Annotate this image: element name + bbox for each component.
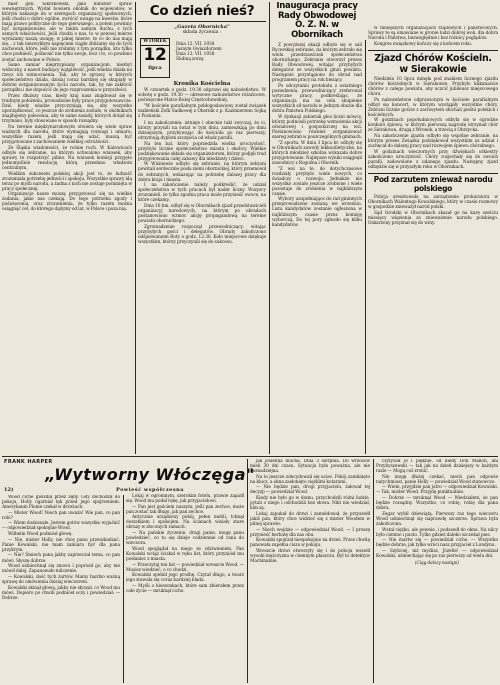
paragraph: Wstał ciężko, ale pewnie, i podszedł do okna. Na ulicy było ciemno i pusto. Tylko gdzieś daleko szczekał pies.	[376, 527, 498, 538]
paragraph: "W kościele parafialnym pobłogosławiony został związek małżeński Zofii Sadkowej z Obornik z p. Kazimierzem Sojką z Poznania.	[138, 103, 266, 119]
paragraph: Wood uśmiechnął się znowu i poprosił go, aby nie mówił dalej. Zapanowało milczenie.	[2, 564, 120, 575]
paragraph: Dnia 10 bm. odbył się w Obornikach zjazd przedstawicieli organizacyj narodowych, na którym po obradach postanowiono wzmóc akcję propagandową na terenie powiatu obornickiego.	[138, 204, 266, 225]
month-label: lipca	[148, 65, 162, 71]
paragraph: — Szybciej, niż myślisz, Józefie! — odpowiedział Kowalski, uśmiechając się po raz pierwszy od wielu dni.	[376, 548, 498, 559]
column-divider	[135, 2, 136, 454]
paragraph: Organizacje nasze muszą przygotować się na wielkie zadania, jakie nas czekają. Do tego potrzeba zgody i poświęcenia, oraz zrozumienia, że tylko razem można osiągnąć cel, do którego dążymy od lat, w Polsce i poza nią.	[2, 192, 132, 213]
novel-column-3	[250, 459, 370, 683]
paragraph: mier gen. Sikorkowski, jako minister spraw wewnętrznych. Wydał bowiem okólnik do wojewodów, w którym nakazuje im w szeregach organizacyj społecznych, jeśli chodzi o dobro ogólne, zwrócić uwagę na kwestie, które mają prawo polityczne do tego pierwszego, a potem powinny być zorganizowane, ale w takim samym duchu, z tych samych właściwości. Jeśli chodzi o nas, to w pewnej mierze wyrażamy naszą uwagę; w jakiej mierze, te co do nas mają się... z tak niezwykłym napięciem ciągle zbliżamy się do tych zachowań, które, jeśli nie zrobimy z tym porządku, kto tylko chce podnieść, podnosić nie tylko swoje, lecz i to, co powinno zostać zachowane w Polsce.	[2, 2, 132, 63]
paragraph: Na terenie międzynarodowym otwiera się wiele spraw ważnych dla narodu, które wymagają rozwagi i umiaru; wszystkie razem, jeśli mają się udać, muszą być przygotowane z zachowaniem wielkiej ostrożności.	[2, 124, 132, 146]
inauguracja-headline: Inauguracja pracy Rady Obwodowej O. Z. N. w Obornikach	[276, 2, 358, 40]
paragraph: Wilhelm Wood podniósł głowę.	[8, 532, 73, 538]
author-name: FRANK HARPER	[4, 459, 53, 465]
paragraph: Policja aresztowała na zarządzenie prokuratora w Obornikach Walentego Kowalskiego, który w czasie rozmowy w gospodzie znieważył naród polski.	[368, 195, 498, 211]
date-line: Jasnym Gwiazdorzem	[176, 47, 222, 53]
novel-column-1	[2, 495, 120, 683]
paragraph: I na zakończenie: istnieje i obecnie taki zwyczaj, że ci, którzy przyszli na świat w tym dniu, zamieszkają po dniu dzisiejszym, przybywając do kościoła po raz pierwszy, otrzymują dyplom szczęścia od władz parafii.	[138, 120, 266, 142]
paper-sub: składa życzenia :	[182, 30, 222, 35]
paragraph: W dyskusji zabierali głos liczni mówcy, którzy podnosili potrzebę wzmożenia akcji oświatowej i gospodarczej na wsi. Postanowiono również zorganizować szereg zebrań w poszczególnych gminach.	[272, 114, 362, 141]
continued-note: (Ciąg dalszy nastąpi)	[414, 561, 460, 567]
zjazd-subheadline: w Sierakowie	[399, 63, 467, 75]
paragraph: — Nie będzie pan, drogi przyjacielu, żałował tej decyzji — powiedział Wood.	[250, 485, 370, 496]
paragraph: Kowalski skinął głową, jakby nie słyszał, co Wood mu mówi. Dopiero po chwili podniósł oczy i powiedział: — Dobrze.	[2, 585, 120, 601]
paragraph: Lokaj zapukał do drzwi i zameldował, że przyszedł jakiś pan, który chce widzieć się z mister Woodem w pilnej sprawie.	[250, 511, 370, 527]
column-divider	[365, 40, 366, 454]
column-divider	[123, 495, 124, 683]
date-line: Dnia 13. VII. 1938	[176, 52, 215, 58]
right-text	[272, 43, 362, 228]
paragraph: — Niech wejdzie — odpowiedział Wood. — I proszę przynieść herbatę dla nas obu.	[250, 527, 370, 538]
paragraph: — Na pańskie życzenie, drogi panie, mogę panu powiedzieć, co tu się dzieje codziennie od rana do wieczora.	[126, 531, 244, 547]
paragraph: Zegar wybił dziewiątą. Pierwszy raz tego wieczoru Wood uśmiechnął się naprawdę szczerze. Sprawa była zakończona.	[376, 511, 498, 527]
paragraph: Niedziela 10 lipca minęła pod znakiem licznego zjazdu chórów kościelnych w Sierakowie. Przybyło kilkanaście chórów z całego powiatu, aby uczcić jubileusz miejscowego chóru.	[368, 76, 498, 97]
paragraph: Po odczytaniu protokołu z ostatniego posiedzenia, przewodniczący zreferował wytyczne pracy, podkreślając, że organizacja ma na celu skupienie wszystkich sił narodu w jednym obozie dla dobra Państwa Polskiego.	[272, 83, 362, 115]
paragraph: Wood ciche gwizdał przez zęby. Gdy dochodził do pokoju, Holly ogarniał lęk przed jego spojrzeniem. Amerykanin Plonie czekał w drzwiach.	[2, 495, 120, 511]
middle-text	[138, 88, 266, 119]
paragraph: Kowalski spojrzał niespokojnie na drzwi. Przez chwilę panowała zupełna cisza w pokoju.	[250, 538, 370, 549]
paragraph: — Nie martw się — powiedział cicho. — Wszystko będzie dobrze, jak tylko wróci nasz przyjaciel z Londynu.	[376, 538, 498, 549]
paragraph: — Przeczytaj ten list — powiedział wreszcie Wood. — Musisz wiedzieć, o co chodzi.	[126, 562, 244, 573]
zarzut-headline: Pod zarzutem znieważ narodu polskiego	[373, 175, 493, 193]
section-title: Kronika Kościelna	[173, 81, 231, 87]
zarzut-text	[368, 195, 498, 226]
paragraph: Wybory uzupełniające do rad gminnych przeprowadzone zostaną we wrześniu. Lista kandydatów zostanie ogłoszona w najbliższym czasie przez komisję wyborczą. Do tej pory zgłosiło się kilku kandydatów.	[272, 197, 362, 228]
paragraph: Wreszcie drzwi otworzyły się i do pokoju wszedł wysoki mężczyzna w ciemnym płaszczu. Był to detektyw Machinalnie.	[250, 548, 370, 565]
paragraph: — Nie? Śmiech pana jakby zaprzeczał temu, co pan mówi. Słyszę dobrze.	[2, 553, 120, 564]
paragraph: Nie mogę dłużej czekać, niech pan odpowie natychmiast, panie Holly — powiedział Wood stanowczo.	[376, 474, 498, 485]
paragraph: Lokaj w ogromnym, szerokim fotelu, prawie zapadł się. Wood mu podał rękę, jak przyjacielowi.	[126, 494, 244, 505]
paragraph: czytywał je i pięknie, od kiedy Don Mallon, ani Przybyszewski — tak jak na dzień dzisiejszy w każdym razie — Mogą coś zrobić.	[376, 459, 498, 475]
zjazd-headline: Zjazd Chórów Kościeln.	[374, 52, 492, 64]
paragraph: jak jesienna mucha. Dnia 3 sierpnia. Do wrzosów mieli 30 dni czasu. Sytuacja była poważna, ale nie beznadziejna.	[250, 459, 370, 475]
paragraph: "Z wsi na te, do dotychczasowe rozdziały przybyło wiele nowych, co świadczy o rozwoju. Jednakże nie wszystko zostało jeszcze zrobione i wiele pozostaje do zrobienia w najbliższym czasie.	[272, 166, 362, 197]
section-divider	[2, 456, 498, 457]
paragraph: Zgromadzenie rozpoczął przewodniczący, witając przybyłych gości i delegatów. Obrady zakończono odśpiewaniem Roty o godz. 12.30. Koło miejscowe dziękuje wszystkim, którzy przyczynili się do sukcesu.	[138, 224, 266, 245]
day-label: WTOREK	[141, 39, 169, 46]
right-column	[272, 2, 362, 454]
paragraph: Antycznie urządzony pokój, pełen mebli, tchnął dostatkiem i spokojem. Na ścianach wisiały stare obrazy w złoconych ramach.	[126, 515, 244, 531]
paragraph: "Z sportu. W dniu 3 lipca br. odbyły się w Obornikach zawody lekkoatletyczne, na których młodzież szkolna wykazała dobre przygotowanie. Najlepsze wyniki osiągnęli zawodnicy z Rogoźna i Obornik.	[272, 140, 362, 166]
column-divider	[269, 2, 270, 454]
paragraph: Na ten bal, który poprzedziła wielka uroczystość, przybyło licznie społeczeństwo miasta i okolicy. Wielkie podziękowanie składa się organizatorom, którzy podjęli trud przygotowania całej zabawy dla młodzieży i dzieci.	[138, 141, 266, 162]
paragraph: I na zakończenie należy podkreślić, że udział społeczeństwa w tych pracach był nader liczny. Wszyscy zrozumieli, że tylko zgodna praca może przynieść owoce, na które czekamy.	[138, 183, 266, 204]
paragraph: w mniejszych organizacjach rządowych i państwowych. Sprawy te są omawiane w gronie ludzi dobrej woli, dla dobra Narodu i Państwa, bezwzględnie i bez różnicy poglądów.	[368, 26, 498, 42]
paragraph: Sąd Grodzki w Obornikach skazał go na karę sześciu miesięcy więzienia za znieważenie narodu polskiego. Oskarżony przyznał się do winy.	[368, 210, 498, 226]
paragraph: Kongres związkowy kończy się z końcem roku.	[374, 41, 473, 47]
paragraph: — Kowalski, dość tych żartów. Mamy bardzo ważną sprawę do omówienia dzisiaj wieczorem.	[2, 574, 120, 585]
paragraph: Po nabożeństwie odprawionym w kościele parafialnym odbył się koncert, w którym wystąpiły wszystkie chóry. Zebrani licznie goście z zachwytem słuchali pieśni polskich i kościelnych.	[368, 97, 498, 118]
paragraph: Wood spoglądał na niego ze zdziwieniem. Pan Kowalski wciąż ściskał w ręku list, który przyniósł mu posłaniec z miasta.	[126, 546, 244, 562]
paragraph: Kowalski spełnił jego prośbę. Czytał długo, a twarz jego stawała się coraz bardziej blada.	[126, 573, 244, 584]
paragraph: Przez dłuższy czas, kiedy kraj nasz znajdował się w trudnym położeniu, prowadzone były prace przygotowawcze. Dziś, kiedy władze przyczyniają się, aby wszystko uporządkować, co jeszcze do zrobienia zostało, w okólnikach znajdujemy polecenia, aby te same zasady, których dotąd się trzymano, były stosowane w sposób rozsądny.	[2, 94, 132, 125]
novel-subtitle: Powieść współczesna	[115, 487, 185, 493]
paragraph: Kiedy nie było go w domu, przychodzili różni ludzie, pytali o niego i odchodzili bez słowa. Nikt nie wiedział, kim są.	[250, 496, 370, 512]
paragraph: Samo zamiar nieprzypisany organizacjom, niezbyt widoczny, a nawet budzący wątpliwość, jeśli władza działa na rzecz ich wzmocnienia. Tak, aby te sprawy, w których społeczeństwo działa, dzisiaj coraz bardziej się skupiały w dobrze zorganizowanym życiu narodu, tak, by nie zakłócić porządku i nie dopuścić do jego rozproszenia w przyszłości.	[2, 63, 132, 94]
co-dzien-headline: Co dzień nieś?	[149, 3, 255, 19]
paragraph: Na zakończenie zjazdu odbyło się wspólne zebranie, na którym prezes Związku podziękował wszystkim za udział i zachęcał do dalszej pracy nad rozwojem śpiewu chóralnego.	[368, 134, 498, 150]
middle-text-lower	[138, 121, 266, 245]
paragraph: — Nie, mister Holly, nie chcę panu przeszkadzać. Panie Kowalski, nie mam zamiaru być dla pana przykrym.	[2, 537, 120, 553]
paragraph: W Wiśniewie odbyło się zebranie, na którym zebrani powitali serdecznie posła ziemi obornickiej, który przemówił do zebranych, wskazując na potrzebę dalszej pracy dla dobra kraju i miasta.	[138, 162, 266, 183]
paragraph: W czwartek o godz. 19.30 odprawi się nabożeństwo. W sobotę o godz. 19.30 — okresowe nabożeństwo różańcowe, poświęcone Matce Bożej Częstochowskiej.	[138, 88, 266, 104]
far-right-column	[368, 26, 498, 454]
paper-name: „Gazeta Obornicka"	[174, 24, 230, 30]
installment-number: 12)	[4, 487, 14, 493]
novel-column-2	[126, 466, 244, 683]
paragraph: — Wiem, przyjdzie pan jutro — odpowiedział Kowalski. — Tak, mister Wood. Przyjdę punktualnie.	[376, 485, 498, 496]
date-block	[138, 38, 266, 80]
paragraph: — Pan jest gościem naszym; jeśli pan zechce, może pan zostać tak długo, jak pan zechce.	[126, 504, 244, 515]
paragraph: — Myśli o kieszonkach, które sam zbierałem przez całe życie — mruknął cicho.	[126, 583, 244, 594]
top-left-column	[2, 2, 132, 452]
paragraph: — Wiem doskonale. Jestem gotów wszystko wyjaśnić — odpowiedział spokojnie Wood.	[2, 521, 120, 532]
date-line: Dnia 12. VII. 1938	[176, 42, 215, 47]
zjazd-text	[368, 77, 498, 170]
date-box	[140, 38, 170, 78]
paragraph: W godzinach popołudniowych odbyła się w ogrodzie konkurs śpiewu, w którym pierwszą nagrodę otrzymał chór ze Sierakowa, drugą z Wronek, a trzecią z Obrzycka.	[368, 118, 498, 134]
paragraph: Na to jeszcze zdecydowali się uciec. Pokój zamknięto na klucz, a okna zasłonięto ciężkimi kotarami.	[250, 474, 370, 485]
paragraph: — Mister Wood! Niech pan uważa! Wie pan, co pan robi?	[2, 510, 120, 521]
novel-column-4	[376, 459, 498, 683]
novel-title: „Wytworny Włóczęga"	[45, 465, 255, 484]
paragraph: — Dobrze — mruknął Wood — Wiedziałem, że pan będzie rozsądny. Wszystko, co robię, robię dla pana dobra.	[376, 496, 498, 512]
column-divider	[373, 459, 374, 683]
date-number: 12	[143, 45, 167, 65]
paragraph: Z powyższej okazji odbyło się w sali Rycerskiej zebranie, na którym zebrało się wielu przedstawicieli społeczeństwa obornickiego. Zebranie otworzył prezes Rady Obwodowej, witając przybyłych delegatów ze wszystkich gmin powiatu. Następnie przystąpiono do obrad nad programem pracy na rok bieżący.	[272, 43, 362, 84]
column-divider	[247, 459, 248, 683]
date-line: Ślubną zorzą	[176, 57, 204, 63]
date-lines	[176, 42, 264, 62]
paragraph: Ze Śląska wiadomości, że rośnie ruch. W Katowicach odbyło się zebranie, na którym uchwalono wniosek, aby sprawy te rozpatrzyć pilnie. Na wniosek komisji przyjęto jednomyślnie rezolucję, którą przesłano władzom centralnym.	[2, 145, 132, 171]
middle-column	[138, 2, 266, 454]
paragraph: Wielkim sukcesem polskiej akcji jest to, że ludność zrozumiała potrzebę jedności i spokoju. Wszystkie sprawy idą teraz po myśli narodu, a żadna z nich nie zostaje pominięta w pracy społecznej.	[2, 171, 132, 192]
paragraph: W godzinach wieczornych przy dźwiękach orkiestry zakończono uroczystość. Chóry rozjechały się do swoich parafii, zadowolone z udanego zjazdu. Następny zjazd odbędzie się w przyszłym roku w Obornikach.	[368, 149, 498, 170]
far-right-text	[368, 26, 498, 47]
